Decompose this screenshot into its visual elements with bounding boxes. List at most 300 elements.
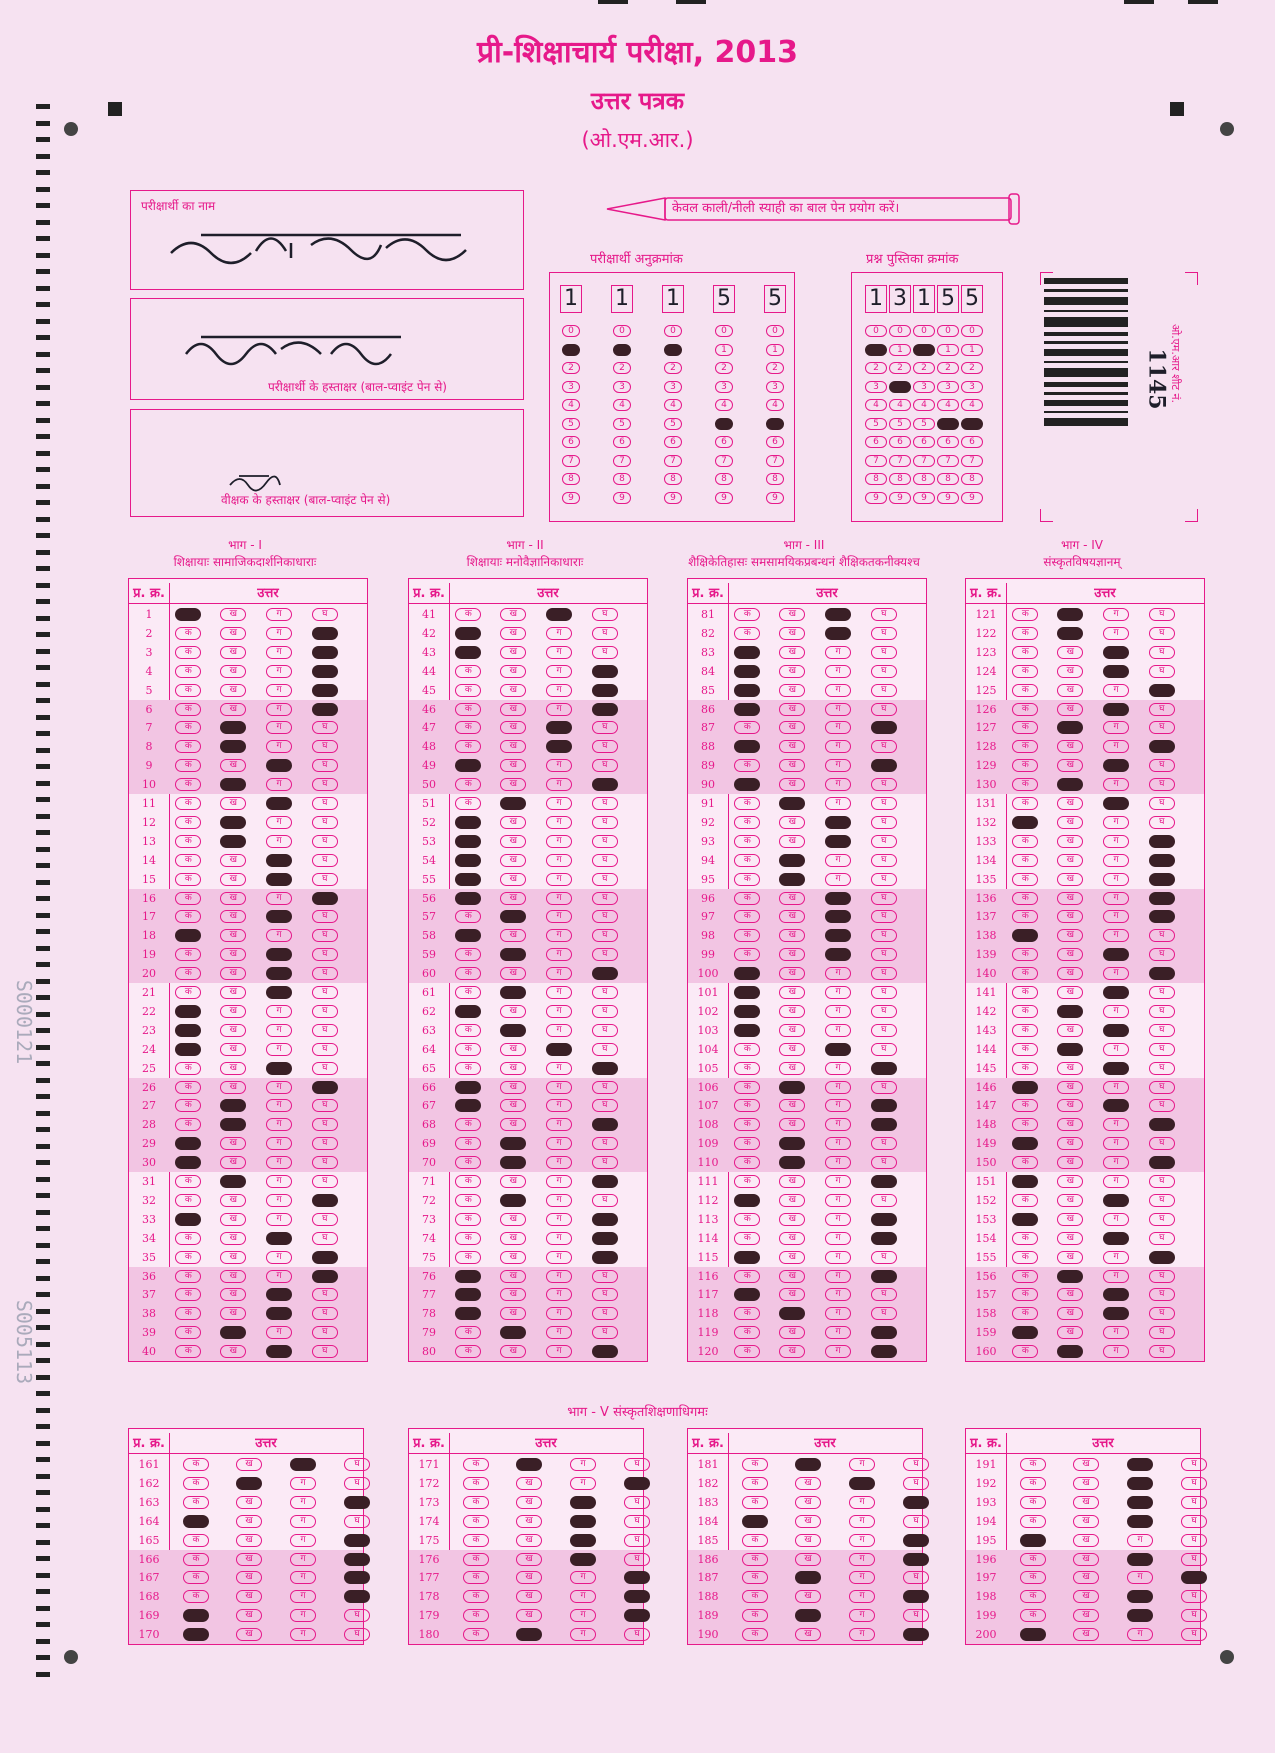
option-bubble[interactable]: ख xyxy=(1057,1213,1083,1226)
option-bubble[interactable]: ख xyxy=(236,1534,262,1547)
option-bubble[interactable]: ख xyxy=(220,1232,246,1245)
option-bubble[interactable]: ग xyxy=(546,1307,572,1320)
option-bubble[interactable]: क xyxy=(1012,646,1038,659)
option-bubble[interactable]: क xyxy=(175,627,201,640)
option-bubble[interactable]: ग xyxy=(546,1118,572,1131)
option-bubble[interactable]: क xyxy=(1012,948,1038,961)
option-bubble[interactable] xyxy=(1103,646,1129,659)
option-bubble[interactable]: घ xyxy=(871,835,897,848)
digit-bubble[interactable]: 2 xyxy=(961,362,983,374)
roll-number-grid[interactable] xyxy=(549,272,795,522)
option-bubble[interactable] xyxy=(825,948,851,961)
option-bubble[interactable]: ख xyxy=(500,892,526,905)
option-bubble[interactable]: घ xyxy=(592,1005,618,1018)
digit-bubble[interactable]: 3 xyxy=(865,381,887,393)
option-bubble[interactable]: घ xyxy=(312,1137,338,1150)
option-bubble[interactable]: घ xyxy=(344,1628,370,1641)
option-bubble[interactable] xyxy=(175,1043,201,1056)
option-bubble[interactable]: क xyxy=(1012,1307,1038,1320)
option-bubble[interactable] xyxy=(825,929,851,942)
option-bubble[interactable]: क xyxy=(1012,1024,1038,1037)
option-bubble[interactable]: क xyxy=(1012,1118,1038,1131)
option-bubble[interactable]: ग xyxy=(266,1099,292,1112)
option-bubble[interactable]: ग xyxy=(546,1213,572,1226)
option-bubble[interactable]: ग xyxy=(290,1609,316,1622)
option-bubble[interactable]: ग xyxy=(849,1553,875,1566)
digit-bubble[interactable]: 2 xyxy=(613,362,631,374)
option-bubble[interactable]: क xyxy=(455,684,481,697)
option-bubble[interactable]: घ xyxy=(592,1326,618,1339)
option-bubble[interactable]: ख xyxy=(220,1194,246,1207)
option-bubble[interactable]: ग xyxy=(546,854,572,867)
option-bubble[interactable]: ख xyxy=(1057,854,1083,867)
option-bubble[interactable]: ख xyxy=(1073,1571,1099,1584)
option-bubble[interactable] xyxy=(570,1496,596,1509)
digit-bubble[interactable]: 8 xyxy=(562,473,580,485)
option-bubble[interactable]: ग xyxy=(546,967,572,980)
option-bubble[interactable]: ख xyxy=(516,1553,542,1566)
option-bubble[interactable] xyxy=(500,797,526,810)
option-bubble[interactable] xyxy=(312,646,338,659)
digit-bubble[interactable]: 8 xyxy=(613,473,631,485)
option-bubble[interactable] xyxy=(1103,1062,1129,1075)
option-bubble[interactable] xyxy=(1012,1137,1038,1150)
option-bubble[interactable]: घ xyxy=(312,1043,338,1056)
option-bubble[interactable]: ख xyxy=(500,1288,526,1301)
option-bubble[interactable]: घ xyxy=(1149,1213,1175,1226)
option-bubble[interactable]: घ xyxy=(1149,665,1175,678)
option-bubble[interactable]: ख xyxy=(220,948,246,961)
option-bubble[interactable] xyxy=(1057,721,1083,734)
option-bubble[interactable]: ख xyxy=(1057,665,1083,678)
option-bubble[interactable]: ग xyxy=(825,1345,851,1358)
option-bubble[interactable] xyxy=(266,910,292,923)
option-bubble[interactable]: क xyxy=(734,797,760,810)
option-bubble[interactable]: घ xyxy=(871,892,897,905)
option-bubble[interactable]: क xyxy=(1012,608,1038,621)
option-bubble[interactable] xyxy=(779,1307,805,1320)
option-bubble[interactable]: ख xyxy=(220,986,246,999)
option-bubble[interactable] xyxy=(500,986,526,999)
option-bubble[interactable] xyxy=(1103,1307,1129,1320)
option-bubble[interactable]: ग xyxy=(290,1534,316,1547)
option-bubble[interactable]: क xyxy=(1020,1553,1046,1566)
option-bubble[interactable]: घ xyxy=(312,835,338,848)
option-bubble[interactable]: घ xyxy=(871,1194,897,1207)
option-bubble[interactable]: क xyxy=(1012,967,1038,980)
option-bubble[interactable]: घ xyxy=(312,1307,338,1320)
option-bubble[interactable]: क xyxy=(455,740,481,753)
option-bubble[interactable]: ख xyxy=(500,835,526,848)
digit-bubble[interactable]: 2 xyxy=(664,362,682,374)
option-bubble[interactable]: घ xyxy=(624,1553,650,1566)
option-bubble[interactable]: क xyxy=(1012,665,1038,678)
option-bubble[interactable] xyxy=(1103,797,1129,810)
option-bubble[interactable]: ग xyxy=(1103,1137,1129,1150)
option-bubble[interactable]: क xyxy=(1012,873,1038,886)
digit-bubble[interactable]: 5 xyxy=(913,418,935,430)
option-bubble[interactable]: ख xyxy=(1057,703,1083,716)
option-bubble[interactable]: घ xyxy=(312,967,338,980)
option-bubble[interactable]: ख xyxy=(1073,1477,1099,1490)
option-bubble[interactable]: ग xyxy=(546,835,572,848)
option-bubble[interactable] xyxy=(592,778,618,791)
option-bubble[interactable] xyxy=(312,892,338,905)
option-bubble[interactable]: घ xyxy=(903,1515,929,1528)
option-bubble[interactable]: ग xyxy=(546,986,572,999)
option-bubble[interactable]: ग xyxy=(570,1609,596,1622)
option-bubble[interactable] xyxy=(175,1213,201,1226)
option-bubble[interactable]: क xyxy=(742,1458,768,1471)
option-bubble[interactable]: घ xyxy=(624,1534,650,1547)
option-bubble[interactable]: ग xyxy=(546,1251,572,1264)
option-bubble[interactable]: क xyxy=(1020,1590,1046,1603)
option-bubble[interactable] xyxy=(592,1232,618,1245)
option-bubble[interactable] xyxy=(183,1628,209,1641)
option-bubble[interactable]: ग xyxy=(266,1081,292,1094)
option-bubble[interactable]: ख xyxy=(220,929,246,942)
digit-bubble[interactable]: 8 xyxy=(865,473,887,485)
option-bubble[interactable] xyxy=(903,1553,929,1566)
option-bubble[interactable]: क xyxy=(455,703,481,716)
option-bubble[interactable]: ग xyxy=(825,797,851,810)
option-bubble[interactable]: ख xyxy=(500,929,526,942)
option-bubble[interactable]: ग xyxy=(1103,892,1129,905)
option-bubble[interactable]: घ xyxy=(592,1043,618,1056)
option-bubble[interactable]: क xyxy=(734,1081,760,1094)
digit-bubble[interactable]: 2 xyxy=(865,362,887,374)
option-bubble[interactable]: ग xyxy=(266,684,292,697)
option-bubble[interactable]: क xyxy=(1012,1156,1038,1169)
option-bubble[interactable]: ग xyxy=(825,1251,851,1264)
option-bubble[interactable]: घ xyxy=(592,1288,618,1301)
option-bubble[interactable] xyxy=(1012,1213,1038,1226)
option-bubble[interactable]: घ xyxy=(624,1628,650,1641)
digit-bubble[interactable]: 9 xyxy=(937,492,959,504)
option-bubble[interactable]: घ xyxy=(871,1288,897,1301)
option-bubble[interactable]: घ xyxy=(344,1609,370,1622)
option-bubble[interactable]: ग xyxy=(825,1326,851,1339)
option-bubble[interactable] xyxy=(312,1251,338,1264)
option-bubble[interactable]: घ xyxy=(871,703,897,716)
option-bubble[interactable]: घ xyxy=(903,1609,929,1622)
option-bubble[interactable]: क xyxy=(183,1477,209,1490)
option-bubble[interactable]: घ xyxy=(1181,1553,1207,1566)
digit-bubble[interactable]: 3 xyxy=(613,381,631,393)
option-bubble[interactable]: ग xyxy=(1103,608,1129,621)
option-bubble[interactable] xyxy=(220,721,246,734)
option-bubble[interactable]: घ xyxy=(592,929,618,942)
option-bubble[interactable]: क xyxy=(1012,721,1038,734)
option-bubble[interactable]: ख xyxy=(795,1590,821,1603)
option-bubble[interactable]: ख xyxy=(220,759,246,772)
option-bubble[interactable]: ख xyxy=(779,703,805,716)
option-bubble[interactable]: ख xyxy=(500,1251,526,1264)
candidate-name-box[interactable] xyxy=(130,190,524,290)
option-bubble[interactable]: ग xyxy=(849,1458,875,1471)
candidate-signature-box[interactable] xyxy=(130,298,524,400)
option-bubble[interactable]: घ xyxy=(592,816,618,829)
option-bubble[interactable]: घ xyxy=(312,1024,338,1037)
option-bubble[interactable] xyxy=(624,1571,650,1584)
option-bubble[interactable]: ग xyxy=(1103,816,1129,829)
option-bubble[interactable]: क xyxy=(455,1156,481,1169)
digit-bubble[interactable]: 4 xyxy=(889,399,911,411)
option-bubble[interactable] xyxy=(592,703,618,716)
digit-bubble[interactable]: 0 xyxy=(913,325,935,337)
option-bubble[interactable]: क xyxy=(463,1628,489,1641)
option-bubble[interactable]: ख xyxy=(220,1043,246,1056)
option-bubble[interactable]: घ xyxy=(1181,1515,1207,1528)
option-bubble[interactable]: ख xyxy=(795,1628,821,1641)
option-bubble[interactable]: क xyxy=(1012,1251,1038,1264)
option-bubble[interactable]: ग xyxy=(546,1232,572,1245)
option-bubble[interactable]: क xyxy=(1020,1496,1046,1509)
option-bubble[interactable]: क xyxy=(455,910,481,923)
option-bubble[interactable] xyxy=(871,1213,897,1226)
option-bubble[interactable] xyxy=(825,1043,851,1056)
option-bubble[interactable] xyxy=(1149,1156,1175,1169)
digit-bubble[interactable]: 6 xyxy=(715,436,733,448)
option-bubble[interactable]: घ xyxy=(1149,1307,1175,1320)
option-bubble[interactable] xyxy=(312,703,338,716)
option-bubble[interactable]: क xyxy=(1012,684,1038,697)
option-bubble[interactable]: क xyxy=(734,1118,760,1131)
option-bubble[interactable]: घ xyxy=(871,1043,897,1056)
option-bubble[interactable]: घ xyxy=(871,1156,897,1169)
option-bubble[interactable] xyxy=(903,1628,929,1641)
option-bubble[interactable] xyxy=(290,1458,316,1471)
option-bubble[interactable] xyxy=(1012,1081,1038,1094)
option-bubble[interactable] xyxy=(546,721,572,734)
option-bubble[interactable]: ग xyxy=(825,1288,851,1301)
option-bubble[interactable] xyxy=(175,1024,201,1037)
option-bubble[interactable]: घ xyxy=(592,1194,618,1207)
option-bubble[interactable]: घ xyxy=(871,1005,897,1018)
digit-bubble[interactable]: 2 xyxy=(562,362,580,374)
option-bubble[interactable]: घ xyxy=(871,910,897,923)
option-bubble[interactable] xyxy=(1057,608,1083,621)
option-bubble[interactable]: ग xyxy=(825,759,851,772)
digit-bubble[interactable]: 1 xyxy=(961,344,983,356)
option-bubble[interactable]: ग xyxy=(825,1137,851,1150)
option-bubble[interactable]: क xyxy=(742,1496,768,1509)
option-bubble[interactable] xyxy=(312,1194,338,1207)
option-bubble[interactable] xyxy=(592,1213,618,1226)
option-bubble[interactable]: क xyxy=(175,1251,201,1264)
option-bubble[interactable]: ख xyxy=(516,1534,542,1547)
option-bubble[interactable]: ग xyxy=(1127,1571,1153,1584)
option-bubble[interactable]: ख xyxy=(220,1307,246,1320)
option-bubble[interactable]: क xyxy=(734,1175,760,1188)
option-bubble[interactable]: ख xyxy=(795,1477,821,1490)
option-bubble[interactable]: ग xyxy=(546,1326,572,1339)
option-bubble[interactable] xyxy=(455,873,481,886)
option-bubble[interactable]: क xyxy=(1012,759,1038,772)
option-bubble[interactable]: ग xyxy=(546,778,572,791)
option-bubble[interactable] xyxy=(312,1081,338,1094)
option-bubble[interactable]: क xyxy=(463,1534,489,1547)
option-bubble[interactable]: ख xyxy=(779,910,805,923)
option-bubble[interactable] xyxy=(734,740,760,753)
digit-bubble[interactable]: 1 xyxy=(937,344,959,356)
option-bubble[interactable]: ख xyxy=(779,1194,805,1207)
option-bubble[interactable] xyxy=(1127,1609,1153,1622)
digit-bubble[interactable]: 4 xyxy=(865,399,887,411)
option-bubble[interactable]: ख xyxy=(779,967,805,980)
option-bubble[interactable] xyxy=(779,1156,805,1169)
option-bubble[interactable]: घ xyxy=(312,1288,338,1301)
option-bubble[interactable]: घ xyxy=(312,1118,338,1131)
option-bubble[interactable] xyxy=(1127,1496,1153,1509)
option-bubble[interactable]: ख xyxy=(500,684,526,697)
option-bubble[interactable]: घ xyxy=(903,1458,929,1471)
option-bubble[interactable]: घ xyxy=(344,1515,370,1528)
option-bubble[interactable]: ग xyxy=(570,1477,596,1490)
option-bubble[interactable]: क xyxy=(734,835,760,848)
option-bubble[interactable]: क xyxy=(455,967,481,980)
option-bubble[interactable]: घ xyxy=(1149,627,1175,640)
option-bubble[interactable]: ख xyxy=(1057,684,1083,697)
option-bubble[interactable]: घ xyxy=(871,684,897,697)
option-bubble[interactable] xyxy=(1103,665,1129,678)
option-bubble[interactable]: ख xyxy=(220,854,246,867)
option-bubble[interactable]: क xyxy=(455,1194,481,1207)
option-bubble[interactable]: ख xyxy=(500,854,526,867)
option-bubble[interactable] xyxy=(1127,1458,1153,1471)
option-bubble[interactable]: घ xyxy=(592,1270,618,1283)
option-bubble[interactable] xyxy=(1020,1534,1046,1547)
option-bubble[interactable]: ग xyxy=(825,646,851,659)
option-bubble[interactable] xyxy=(1103,759,1129,772)
option-bubble[interactable]: घ xyxy=(592,797,618,810)
option-bubble[interactable]: ग xyxy=(266,1137,292,1150)
digit-bubble[interactable]: 4 xyxy=(562,399,580,411)
option-bubble[interactable]: क xyxy=(175,759,201,772)
option-bubble[interactable]: क xyxy=(734,608,760,621)
option-bubble[interactable]: ग xyxy=(266,835,292,848)
option-bubble[interactable]: क xyxy=(455,1043,481,1056)
option-bubble[interactable]: ख xyxy=(1057,1081,1083,1094)
digit-bubble[interactable]: 3 xyxy=(937,381,959,393)
option-bubble[interactable]: ग xyxy=(1103,740,1129,753)
digit-bubble[interactable]: 0 xyxy=(715,325,733,337)
option-bubble[interactable]: ग xyxy=(290,1628,316,1641)
option-bubble[interactable]: ग xyxy=(1103,1156,1129,1169)
option-bubble[interactable] xyxy=(624,1609,650,1622)
option-bubble[interactable] xyxy=(266,854,292,867)
option-bubble[interactable]: ग xyxy=(1103,1270,1129,1283)
option-bubble[interactable]: क xyxy=(463,1515,489,1528)
digit-bubble[interactable] xyxy=(562,344,580,356)
option-bubble[interactable]: ख xyxy=(500,759,526,772)
option-bubble[interactable]: ख xyxy=(1073,1553,1099,1566)
option-bubble[interactable]: घ xyxy=(312,1005,338,1018)
option-bubble[interactable]: क xyxy=(734,627,760,640)
option-bubble[interactable] xyxy=(825,892,851,905)
option-bubble[interactable]: क xyxy=(175,1081,201,1094)
option-bubble[interactable] xyxy=(871,1326,897,1339)
option-bubble[interactable]: क xyxy=(1012,892,1038,905)
option-bubble[interactable]: ग xyxy=(290,1477,316,1490)
option-bubble[interactable]: ख xyxy=(516,1571,542,1584)
option-bubble[interactable]: ग xyxy=(825,778,851,791)
option-bubble[interactable]: घ xyxy=(312,929,338,942)
option-bubble[interactable]: ख xyxy=(779,759,805,772)
option-bubble[interactable] xyxy=(570,1515,596,1528)
option-bubble[interactable]: ख xyxy=(779,1175,805,1188)
option-bubble[interactable]: ख xyxy=(1057,646,1083,659)
option-bubble[interactable]: घ xyxy=(312,1232,338,1245)
option-bubble[interactable]: ख xyxy=(236,1496,262,1509)
option-bubble[interactable]: ख xyxy=(1057,1307,1083,1320)
option-bubble[interactable]: घ xyxy=(312,759,338,772)
option-bubble[interactable]: क xyxy=(183,1496,209,1509)
option-bubble[interactable]: क xyxy=(1012,986,1038,999)
option-bubble[interactable] xyxy=(1103,1288,1129,1301)
option-bubble[interactable]: ख xyxy=(779,929,805,942)
option-bubble[interactable]: ख xyxy=(1057,1137,1083,1150)
option-bubble[interactable]: घ xyxy=(592,1156,618,1169)
option-bubble[interactable]: ग xyxy=(1103,721,1129,734)
option-bubble[interactable] xyxy=(455,1288,481,1301)
option-bubble[interactable] xyxy=(1057,1005,1083,1018)
digit-bubble[interactable]: 8 xyxy=(766,473,784,485)
digit-bubble[interactable]: 5 xyxy=(865,418,887,430)
option-bubble[interactable]: ख xyxy=(516,1496,542,1509)
option-bubble[interactable]: क xyxy=(734,1137,760,1150)
option-bubble[interactable] xyxy=(1149,892,1175,905)
option-bubble[interactable]: ग xyxy=(1103,967,1129,980)
option-bubble[interactable]: ग xyxy=(546,873,572,886)
option-bubble[interactable]: क xyxy=(183,1571,209,1584)
option-bubble[interactable]: ख xyxy=(220,1288,246,1301)
option-bubble[interactable]: क xyxy=(175,703,201,716)
option-bubble[interactable] xyxy=(1149,835,1175,848)
option-bubble[interactable]: ख xyxy=(220,1251,246,1264)
digit-bubble[interactable]: 7 xyxy=(664,455,682,467)
option-bubble[interactable]: ग xyxy=(266,1024,292,1037)
option-bubble[interactable]: ग xyxy=(825,740,851,753)
option-bubble[interactable]: ख xyxy=(500,1081,526,1094)
option-bubble[interactable]: ग xyxy=(825,854,851,867)
option-bubble[interactable]: घ xyxy=(871,986,897,999)
option-bubble[interactable]: ग xyxy=(825,1099,851,1112)
option-bubble[interactable] xyxy=(516,1458,542,1471)
option-bubble[interactable]: ख xyxy=(779,1062,805,1075)
option-bubble[interactable]: घ xyxy=(592,721,618,734)
option-bubble[interactable] xyxy=(266,1307,292,1320)
option-bubble[interactable] xyxy=(1020,1628,1046,1641)
option-bubble[interactable] xyxy=(1057,1270,1083,1283)
option-bubble[interactable]: ख xyxy=(500,646,526,659)
option-bubble[interactable]: ख xyxy=(779,1213,805,1226)
option-bubble[interactable]: ग xyxy=(546,1194,572,1207)
digit-bubble[interactable]: 7 xyxy=(961,455,983,467)
option-bubble[interactable]: क xyxy=(455,948,481,961)
option-bubble[interactable] xyxy=(742,1515,768,1528)
digit-bubble[interactable]: 9 xyxy=(715,492,733,504)
option-bubble[interactable]: ग xyxy=(546,1137,572,1150)
option-bubble[interactable] xyxy=(1127,1553,1153,1566)
option-bubble[interactable]: ख xyxy=(795,1534,821,1547)
option-bubble[interactable] xyxy=(903,1590,929,1603)
option-bubble[interactable]: घ xyxy=(312,910,338,923)
option-bubble[interactable] xyxy=(1012,1175,1038,1188)
option-bubble[interactable]: घ xyxy=(871,873,897,886)
option-bubble[interactable]: ग xyxy=(1103,1043,1129,1056)
option-bubble[interactable]: ख xyxy=(500,1232,526,1245)
